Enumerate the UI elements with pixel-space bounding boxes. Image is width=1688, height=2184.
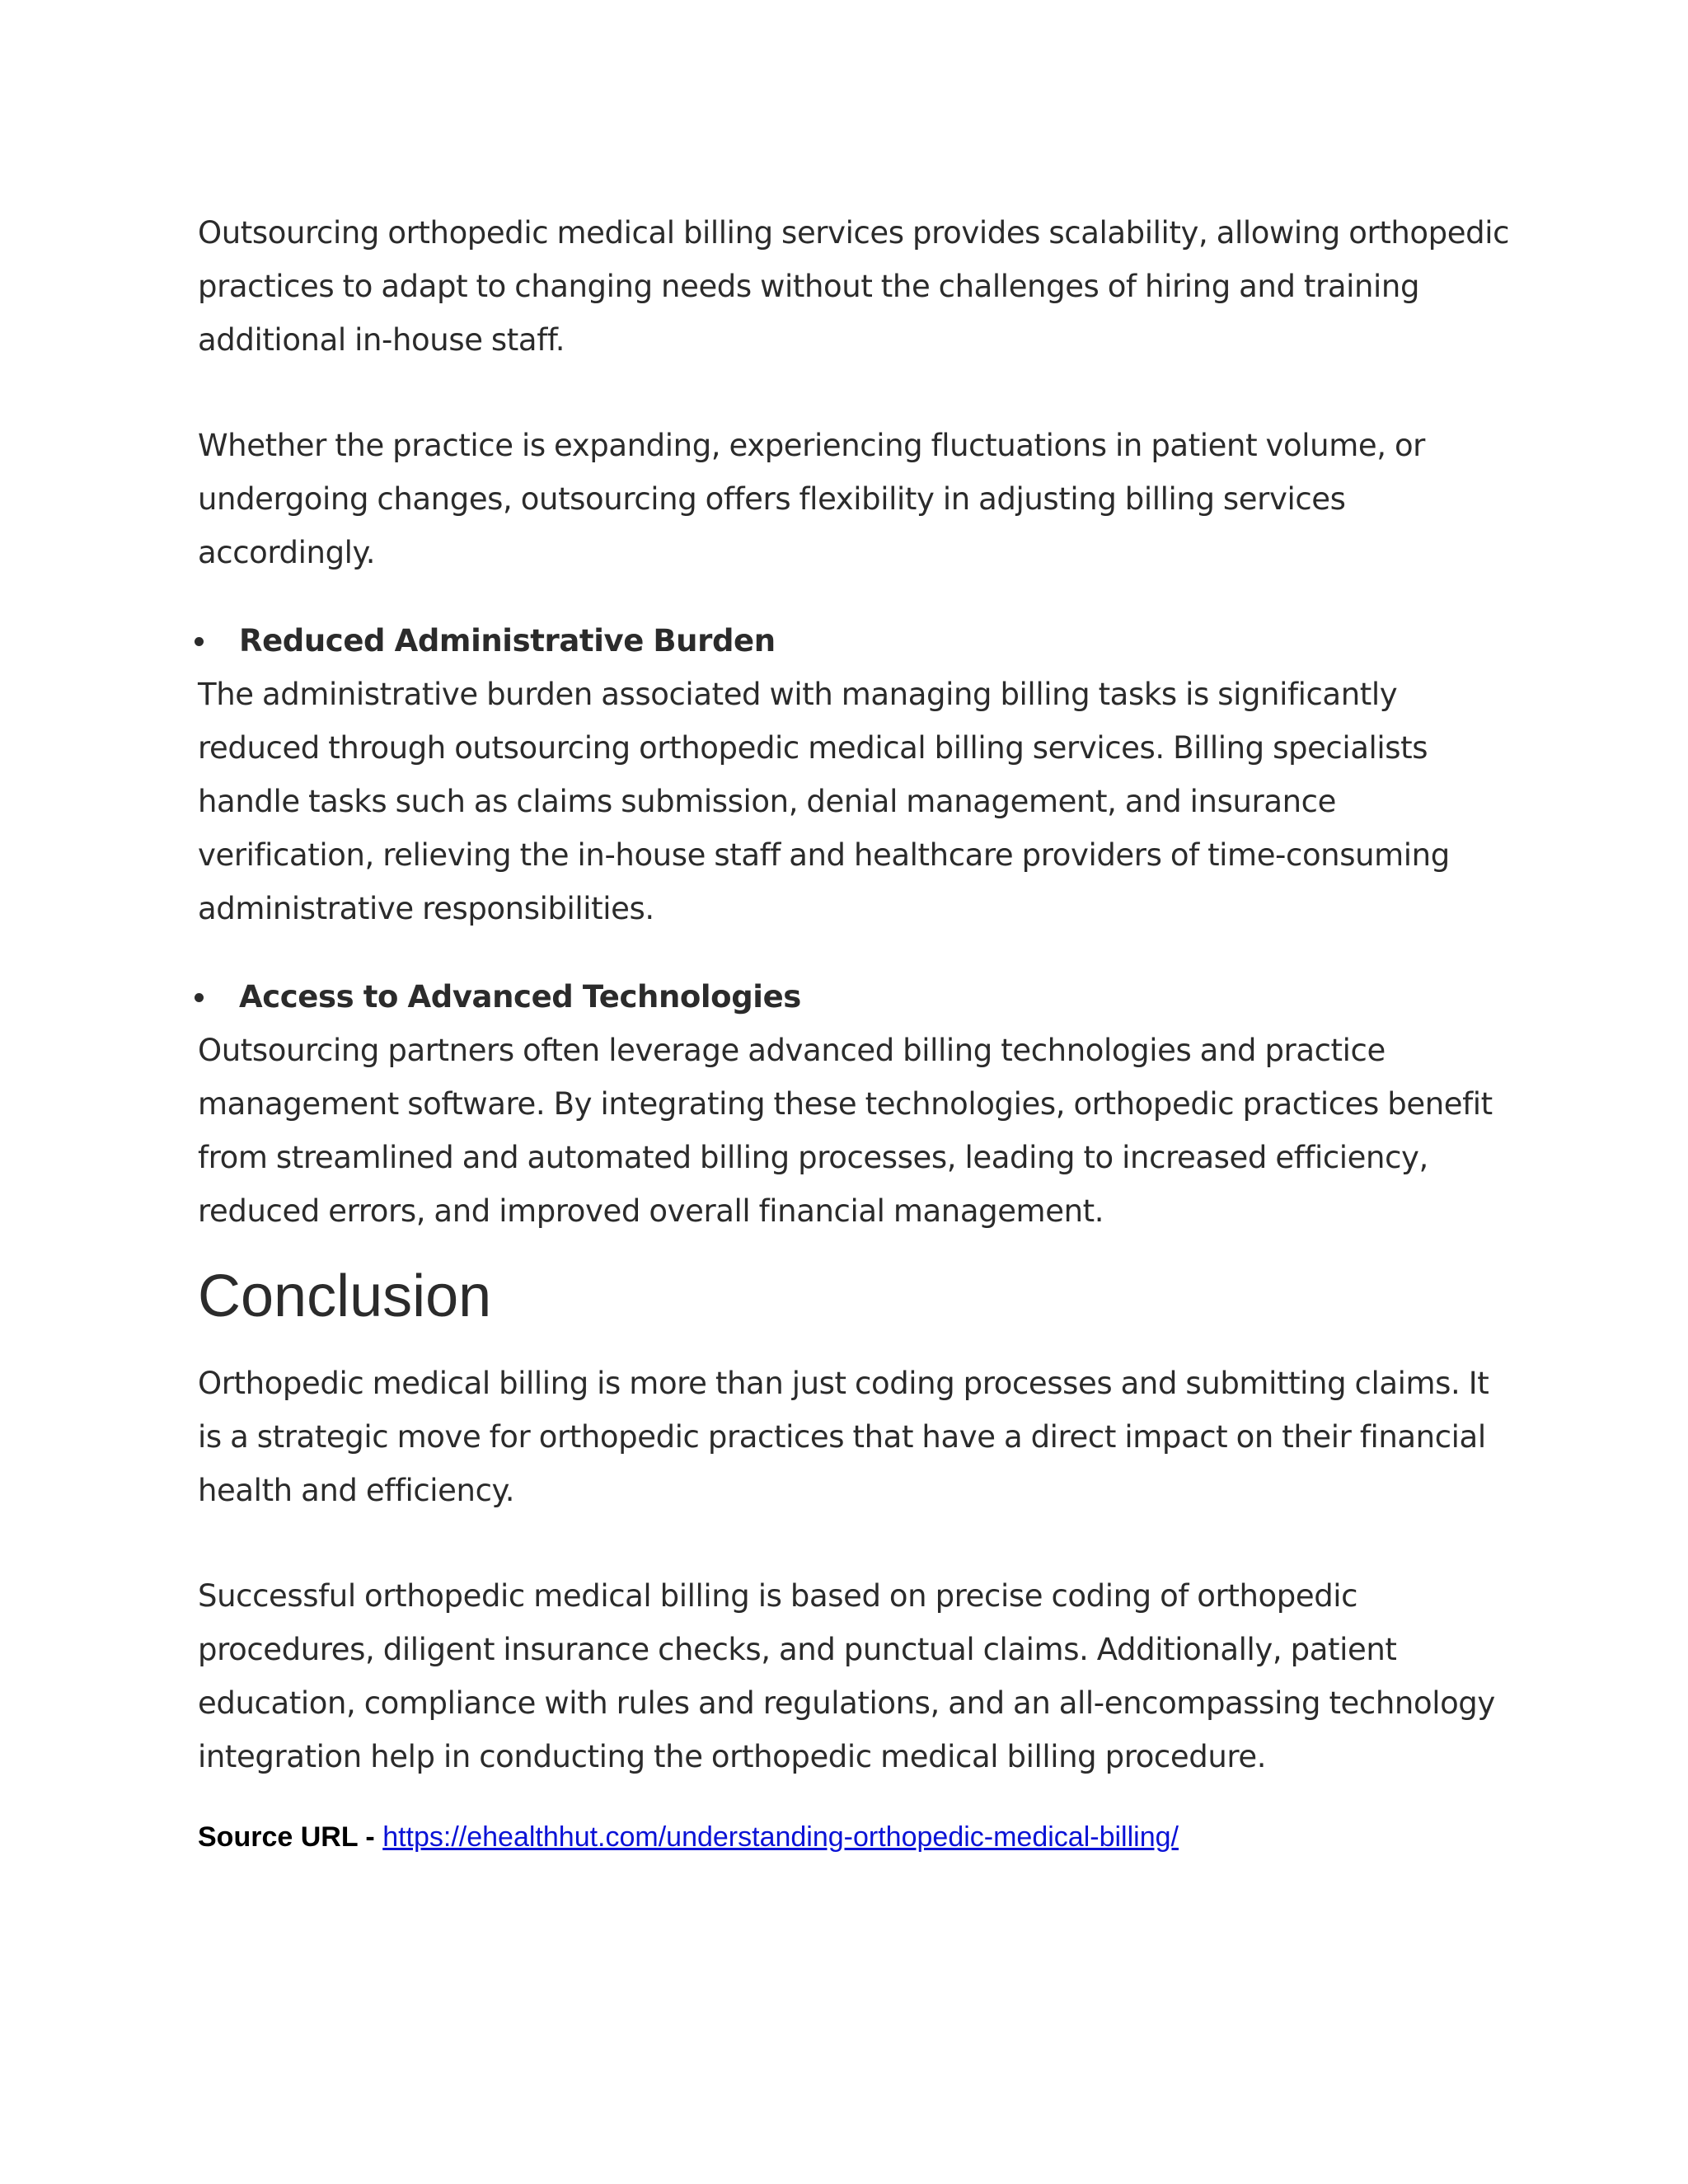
bullet-title: Reduced Administrative Burden (239, 623, 776, 658)
bullet-reduced-administrative-burden (198, 614, 1517, 668)
source-label: Source URL - (198, 1821, 383, 1853)
source-line (198, 1816, 1517, 1858)
scalability-paragraph: Outsourcing orthopedic medical billing services provides scalability, allowing orthopedic practices to adapt to changing needs without the challenges of hiring and training additional in-house staff. (198, 215, 1510, 358)
conclusion-paragraph-1: Orthopedic medical billing is more than just coding processes and submitting claims. It is a strategic move for orthopedic practices that have a direct impact on their financial health and efficiency. (198, 1366, 1489, 1508)
flexibility-paragraph: Whether the practice is expanding, experiencing fluctuations in patient volume, or undergoing changes, outsourcing offers flexibility in adjusting billing services accordingly. (198, 428, 1425, 570)
bullet-dot-icon (195, 637, 204, 646)
document-page (198, 206, 1517, 1858)
source-url-link[interactable]: https://ehealthhut.com/understanding-orthopedic-medical-billing/ (382, 1821, 1179, 1853)
conclusion-paragraph-2: Successful orthopedic medical billing is based on precise coding of orthopedic procedures, diligent insurance checks, and punctual claims. Additionally, patient education, compliance with rules and regulations, and an all-encompassing technology integration help in conducting the orthopedic medical billing procedure. (198, 1578, 1495, 1774)
advanced-technologies-paragraph: Outsourcing partners often leverage advanced billing technologies and practice management software. By integrating these technologies, orthopedic practices benefit from streamlined and automated billing processes, leading to increased efficiency, reduced errors, and improved overall financial management. (198, 1033, 1493, 1229)
bullet-access-to-advanced-technologies (198, 970, 1517, 1024)
bullet-dot-icon (195, 993, 204, 1002)
conclusion-heading: Conclusion (198, 1263, 492, 1329)
bullet-title: Access to Advanced Technologies (239, 979, 801, 1015)
administrative-burden-paragraph: The administrative burden associated with managing billing tasks is significantly reduced through outsourcing orthopedic medical billing services. Billing specialists handle tasks such as claims submission, denial management, and insurance verification, relieving the in-house staff and healthcare providers of time-consuming administrative responsibilities. (198, 677, 1450, 926)
